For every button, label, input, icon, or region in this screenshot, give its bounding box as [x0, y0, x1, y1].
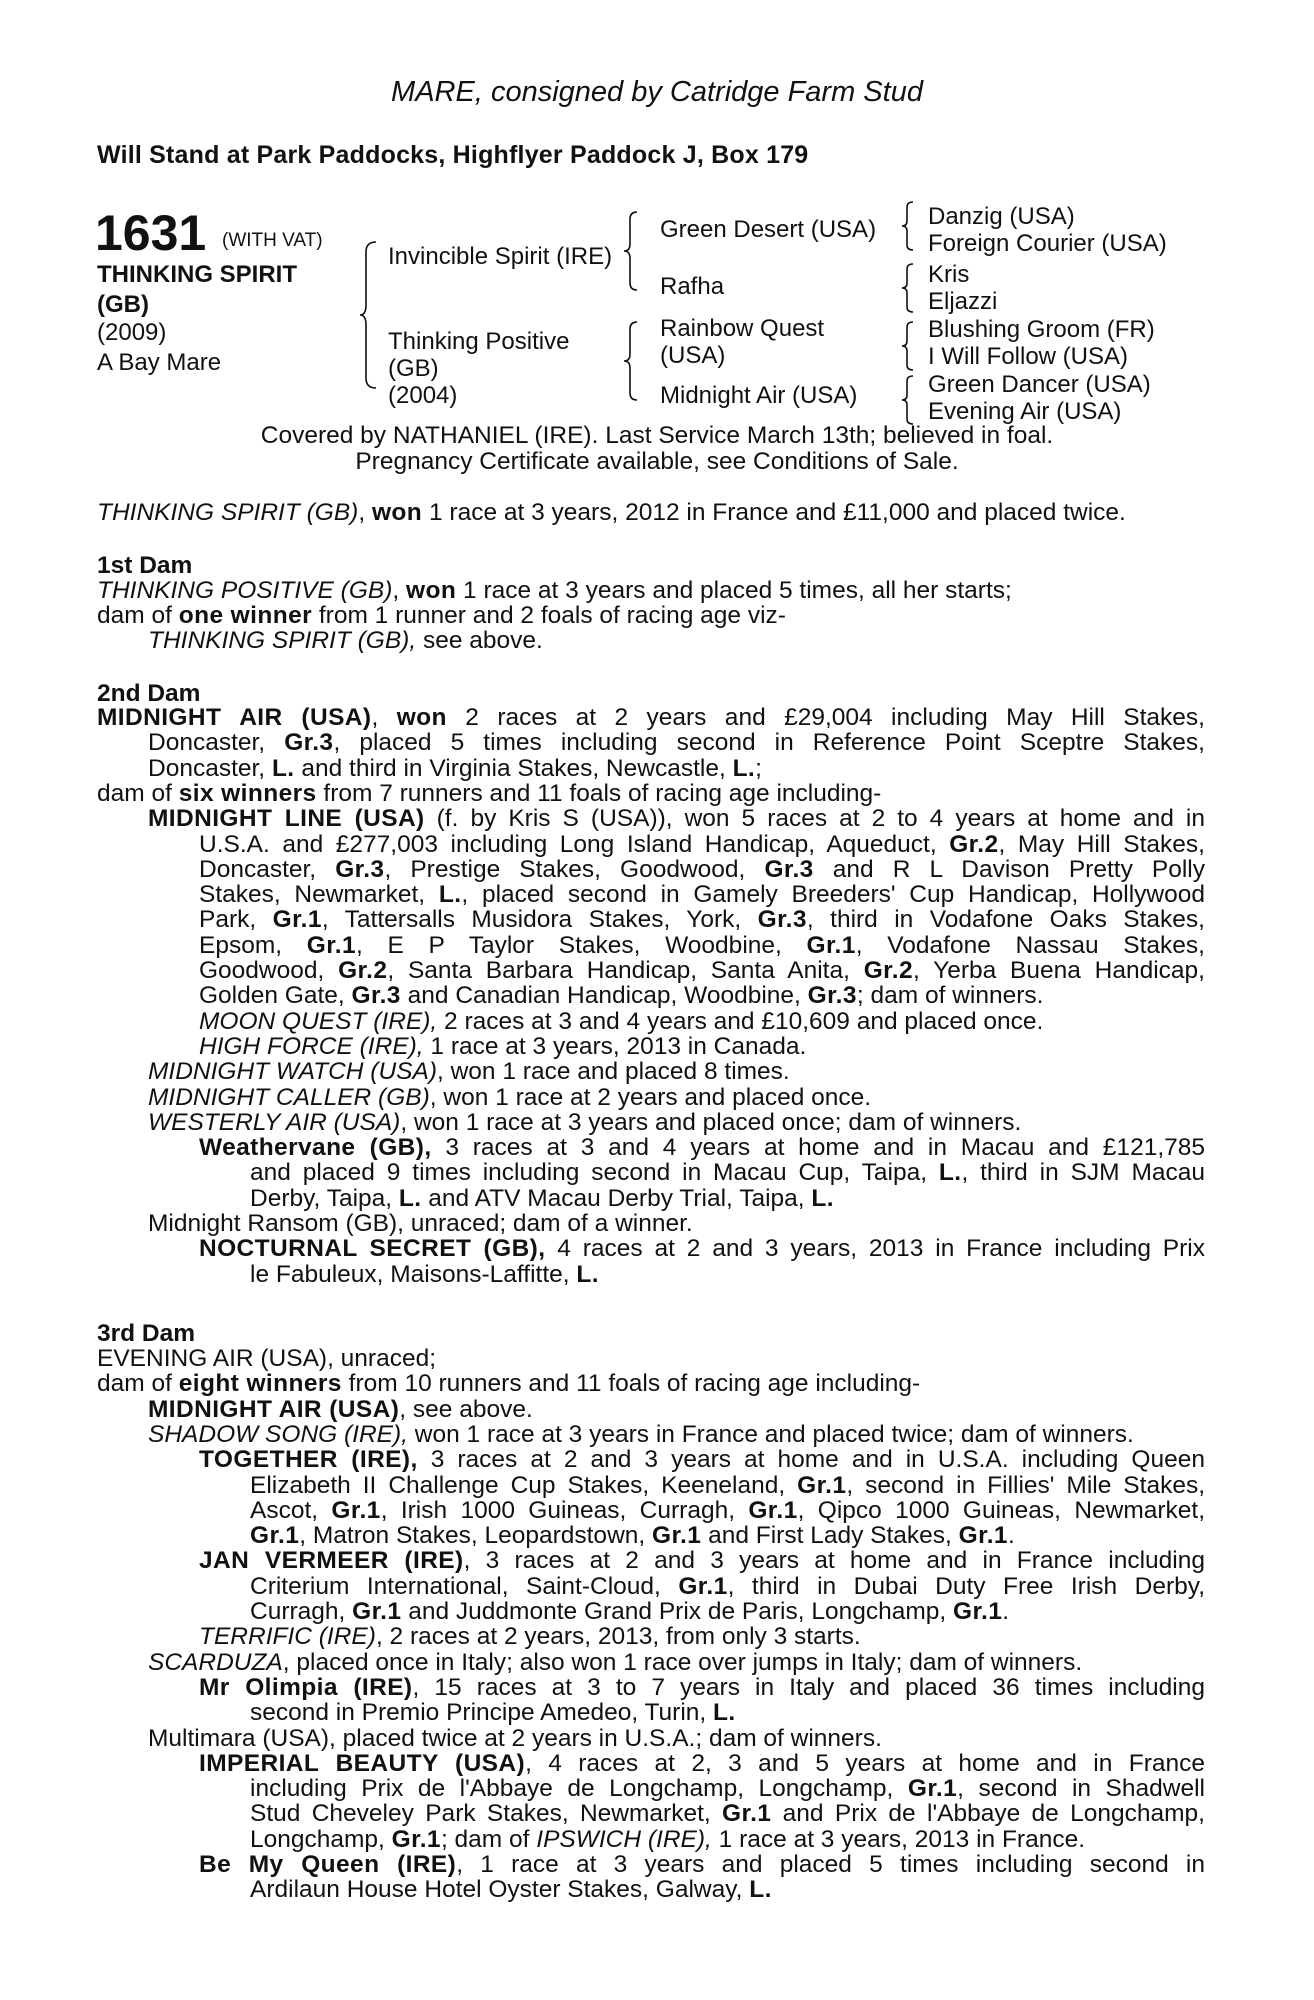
second-dam-line: WESTERLY AIR (USA), won 1 race at 3 years and placed once; dam of winners.	[148, 1108, 1022, 1136]
pedigree-brace-sd	[900, 262, 916, 314]
second-dam-line: Golden Gate, Gr.3 and Canadian Handicap, Woodbine, Gr.3; dam of winners.	[199, 982, 1044, 1010]
covered-note-line1: Covered by NATHANIEL (IRE). Last Service March 13th; believed in foal.	[260, 422, 1054, 449]
pedigree-dam-line3: (2004)	[388, 382, 458, 409]
stand-location: Will Stand at Park Paddocks, Highflyer Paddock J, Box 179	[97, 141, 809, 169]
second-dam-line: Doncaster, Gr.3, placed 5 times including second in Reference Point Sceptre Stakes,	[148, 729, 1205, 757]
third-dam-line: SCARDUZA, placed once in Italy; also won 1 race over jumps in Italy; dam of winners.	[148, 1648, 1083, 1676]
third-dam-line: including Prix de l'Abbaye de Longchamp, Longchamp, Gr.1, second in Shadwell	[250, 1775, 1205, 1803]
intro-line: THINKING SPIRIT (GB), won 1 race at 3 years, 2012 in France and £11,000 and placed twice.	[97, 499, 1126, 526]
second-dam-line: NOCTURNAL SECRET (GB), 4 races at 2 and 3 years, 2013 in France including Prix	[199, 1235, 1205, 1263]
second-dam-line: Stakes, Newmarket, L., placed second in Gamely Breeders' Cup Handicap, Hollywood	[199, 881, 1206, 909]
third-dam-line: Criterium International, Saint-Cloud, Gr.1, third in Dubai Duty Free Irish Derby,	[250, 1572, 1205, 1600]
second-dam-line: U.S.A. and £277,003 including Long Island Handicap, Aqueduct, Gr.2, May Hill Stakes,	[199, 830, 1205, 858]
second-dam-line: MIDNIGHT CALLER (GB), won 1 race at 2 years and placed once.	[148, 1083, 872, 1111]
second-dam-line: Midnight Ransom (GB), unraced; dam of a winner.	[148, 1210, 693, 1237]
first-dam-line3	[148, 628, 543, 654]
pedigree-sdd: Eljazzi	[928, 288, 998, 315]
horse-description: A Bay Mare	[97, 349, 222, 376]
second-dam-line: dam of six winners from 7 runners and 11 foals of racing age including-	[97, 779, 882, 807]
pedigree-sss: Danzig (USA)	[928, 203, 1075, 230]
pedigree-ddd: Evening Air (USA)	[928, 398, 1122, 425]
pedigree-dam-dam: Midnight Air (USA)	[660, 382, 858, 409]
third-dam-line: Be My Queen (IRE), 1 race at 3 years and placed 5 times including second in	[199, 1851, 1205, 1878]
horse-name-line2: (GB)	[97, 291, 149, 318]
pedigree-brace-dam	[622, 320, 640, 402]
second-dam-line: Epsom, Gr.1, E P Taylor Stakes, Woodbine, Gr.1, Vodafone Nassau Stakes,	[199, 931, 1205, 959]
second-dam-line: Doncaster, Gr.3, Prestige Stakes, Goodwood, Gr.3 and R L Davison Pretty Polly	[199, 855, 1205, 883]
horse-info	[97, 318, 221, 378]
first-dam-l2b: one winner	[178, 602, 313, 629]
vat-note: (WITH VAT)	[222, 230, 323, 251]
intro-won: won	[371, 499, 423, 526]
lot-number: 1631	[95, 205, 207, 261]
first-dam-l1-rest: 1 race at 3 years and placed 5 times, all her starts;	[456, 577, 1012, 604]
pedigree-dam-line2: (GB)	[388, 355, 439, 382]
pedigree-brace-sire	[622, 210, 640, 292]
third-dam-line: Gr.1, Matron Stakes, Leopardstown, Gr.1 and First Lady Stakes, Gr.1.	[250, 1522, 1015, 1550]
intro-rest: 1 race at 3 years, 2012 in France and £11,000 and placed twice.	[422, 499, 1126, 526]
third-dam-line: TOGETHER (IRE), 3 races at 2 and 3 years at home and in U.S.A. including Queen	[199, 1446, 1205, 1474]
pedigree-dam-line1: Thinking Positive	[388, 328, 570, 355]
first-dam-l3-rest: see above.	[416, 627, 543, 654]
first-dam-l2a: dam of	[97, 602, 179, 629]
pedigree-dam-sire-line1: Rainbow Quest	[660, 315, 825, 342]
first-dam-l2c: from 1 runner and 2 foals of racing age viz-	[312, 602, 786, 629]
pedigree-brace-dd	[900, 374, 916, 426]
third-dam-line: second in Premio Principe Amedeo, Turin, L.	[250, 1699, 736, 1727]
pedigree-sire-sire: Green Desert (USA)	[660, 216, 877, 243]
pedigree-sds: Kris	[928, 261, 970, 288]
second-dam-line: Doncaster, L. and third in Virginia Stakes, Newcastle, L.;	[148, 754, 762, 782]
first-dam-name: THINKING POSITIVE (GB)	[97, 577, 393, 604]
second-dam-line: and placed 9 times including second in Macau Cup, Taipa, L., third in SJM Macau	[250, 1159, 1205, 1187]
third-dam-line: SHADOW SONG (IRE), won 1 race at 3 years in France and placed twice; dam of winners.	[148, 1420, 1134, 1448]
second-dam-line: Park, Gr.1, Tattersalls Musidora Stakes, York, Gr.3, third in Vodafone Oaks Stakes,	[199, 906, 1205, 934]
second-dam-line: Goodwood, Gr.2, Santa Barbara Handicap, Santa Anita, Gr.2, Yerba Buena Handicap,	[199, 957, 1205, 984]
third-dam-line: Multimara (USA), placed twice at 2 years in U.S.A.; dam of winners.	[148, 1724, 882, 1752]
second-dam-line: Derby, Taipa, L. and ATV Macau Derby Trial, Taipa, L.	[250, 1184, 834, 1212]
second-dam-line: MIDNIGHT LINE (USA) (f. by Kris S (USA)), won 5 races at 2 to 4 years at home and in	[148, 805, 1205, 833]
third-dam-line: EVENING AIR (USA), unraced;	[97, 1345, 437, 1372]
second-dam-line: MIDNIGHT AIR (USA), won 2 races at 2 years and £29,004 including May Hill Stakes,	[97, 704, 1205, 731]
first-dam-line2	[97, 603, 786, 629]
pedigree-brace-main	[358, 240, 380, 390]
third-dam-line: Mr Olimpia (IRE), 15 races at 3 to 7 years in Italy and placed 36 times including	[199, 1673, 1205, 1701]
intro-horse-name: THINKING SPIRIT (GB)	[97, 499, 359, 526]
third-dam-label: 3rd Dam	[97, 1320, 196, 1347]
pedigree-brace-ds	[900, 320, 916, 372]
third-dam-line: JAN VERMEER (IRE), 3 races at 2 and 3 years at home and in France including	[199, 1547, 1205, 1575]
pedigree-sire: Invincible Spirit (IRE)	[388, 243, 613, 270]
pedigree-dds: Green Dancer (USA)	[928, 371, 1151, 398]
pedigree-brace-ss	[900, 200, 916, 252]
first-dam-line1: THINKING POSITIVE (GB), won 1 race at 3 years and placed 5 times, all her starts;	[97, 577, 1012, 604]
pedigree-dsd: I Will Follow (USA)	[928, 343, 1129, 370]
pedigree-dam-sire-line2: (USA)	[660, 342, 726, 369]
third-dam-line: Ascot, Gr.1, Irish 1000 Guineas, Curragh, Gr.1, Qipco 1000 Guineas, Newmarket,	[250, 1496, 1206, 1524]
third-dam-line: dam of eight winners from 10 runners and 11 foals of racing age including-	[97, 1370, 921, 1398]
third-dam-line: Longchamp, Gr.1; dam of IPSWICH (IRE), 1 race at 3 years, 2013 in France.	[250, 1825, 1086, 1853]
first-dam-l3: THINKING SPIRIT (GB),	[148, 627, 417, 654]
second-dam-line: le Fabuleux, Maisons-Laffitte, L.	[250, 1260, 599, 1288]
second-dam-line: MIDNIGHT WATCH (USA), won 1 race and placed 8 times.	[148, 1058, 790, 1086]
second-dam-label: 2nd Dam	[97, 680, 201, 707]
consignment-title: MARE, consigned by Catridge Farm Stud	[391, 76, 923, 108]
first-dam-won: won	[406, 577, 457, 604]
third-dam-line: TERRIFIC (IRE), 2 races at 2 years, 2013, from only 3 starts.	[199, 1623, 861, 1651]
third-dam-line: Elizabeth II Challenge Cup Stakes, Keeneland, Gr.1, second in Fillies' Mile Stakes,	[250, 1471, 1205, 1499]
pedigree-ssd: Foreign Courier (USA)	[928, 230, 1167, 257]
third-dam-line: Ardilaun House Hotel Oyster Stakes, Galway, L.	[250, 1876, 772, 1904]
horse-name-line1: THINKING SPIRIT	[97, 261, 298, 288]
foaling-year: (2009)	[97, 319, 167, 346]
covered-note-line2: Pregnancy Certificate available, see Conditions of Sale.	[355, 448, 959, 475]
third-dam-line: MIDNIGHT AIR (USA), see above.	[148, 1395, 533, 1423]
horse-name	[97, 260, 297, 320]
pedigree-dss: Blushing Groom (FR)	[928, 316, 1155, 343]
first-dam-label: 1st Dam	[97, 552, 193, 579]
pedigree-sire-dam: Rafha	[660, 273, 725, 300]
third-dam-line: Curragh, Gr.1 and Juddmonte Grand Prix de Paris, Longchamp, Gr.1.	[250, 1598, 1010, 1625]
second-dam-line: MOON QUEST (IRE), 2 races at 3 and 4 years and £10,609 and placed once.	[199, 1007, 1044, 1035]
second-dam-line: HIGH FORCE (IRE), 1 race at 3 years, 2013 in Canada.	[199, 1032, 807, 1060]
second-dam-line: Weathervane (GB), 3 races at 3 and 4 years at home and in Macau and £121,785	[199, 1134, 1205, 1162]
third-dam-line: IMPERIAL BEAUTY (USA), 4 races at 2, 3 and 5 years at home and in France	[199, 1749, 1205, 1777]
third-dam-line: Stud Cheveley Park Stakes, Newmarket, Gr.1 and Prix de l'Abbaye de Longchamp,	[250, 1800, 1205, 1828]
